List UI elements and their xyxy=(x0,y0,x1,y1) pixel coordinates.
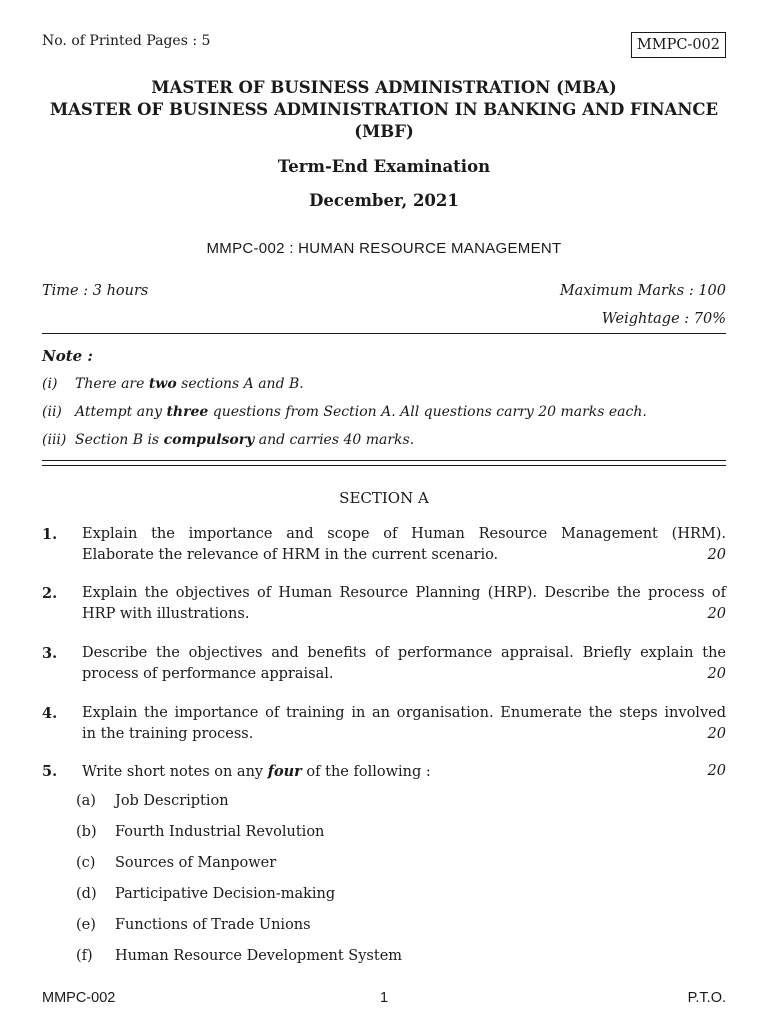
sub-item-d-label: (d) xyxy=(76,886,97,902)
question-2-marks: 20 xyxy=(707,606,726,622)
question-5-text-pre: Write short notes on any xyxy=(82,764,268,780)
divider-top xyxy=(42,333,726,334)
question-4-number: 4. xyxy=(42,705,58,722)
paper-code-box: MMPC-002 xyxy=(631,32,726,58)
sub-item-f-label: (f) xyxy=(76,948,93,964)
note-item-i-text-c: sections A and B. xyxy=(176,376,304,392)
question-2-line-2: HRP with illustrations. xyxy=(82,606,250,622)
question-4-line-2-row xyxy=(82,724,726,745)
printed-pages: No. of Printed Pages : 5 xyxy=(42,33,211,49)
sub-item-a-text: Job Description xyxy=(115,793,229,809)
note-heading: Note : xyxy=(42,347,93,365)
exam-date: December, 2021 xyxy=(309,191,459,210)
note-item-ii-text-c: questions from Section A. All questions carry 20 marks each. xyxy=(208,404,647,420)
sub-item-a-label: (a) xyxy=(76,793,96,809)
sub-item-b-label: (b) xyxy=(76,824,97,840)
question-2-number: 2. xyxy=(42,585,58,602)
question-2 xyxy=(82,583,726,625)
question-3 xyxy=(82,643,726,685)
question-2-line-2-row xyxy=(82,604,726,625)
footer-pto: P.T.O. xyxy=(687,990,726,1006)
note-item-ii xyxy=(42,404,647,420)
note-item-iii-num: (iii) xyxy=(42,432,67,448)
question-1-marks: 20 xyxy=(707,547,726,563)
programme-title-3: (MBF) xyxy=(354,122,414,141)
note-item-iii-text-c: and carries 40 marks. xyxy=(254,432,415,448)
question-3-marks: 20 xyxy=(707,666,726,682)
question-4-marks: 20 xyxy=(707,726,726,742)
footer-page-number: 1 xyxy=(379,990,389,1006)
sub-item-e-text: Functions of Trade Unions xyxy=(115,917,311,933)
sub-item-e-label: (e) xyxy=(76,917,96,933)
question-3-line-2-row xyxy=(82,664,726,685)
question-4 xyxy=(82,703,726,745)
question-5-row xyxy=(82,761,726,783)
question-1-line-2: Elaborate the relevance of HRM in the current scenario. xyxy=(82,547,499,563)
question-2-line-1: Explain the objectives of Human Resource Planning (HRP). Describe the process of xyxy=(82,585,726,601)
note-item-iii-text-a: Section B is xyxy=(75,432,164,448)
sub-item-b-text: Fourth Industrial Revolution xyxy=(115,824,325,840)
note-item-i-num: (i) xyxy=(42,376,58,392)
note-item-i xyxy=(42,376,304,392)
question-5-text xyxy=(82,761,431,783)
note-item-ii-emph: three xyxy=(166,404,209,420)
question-5 xyxy=(82,761,726,783)
question-5-text-post: of the following : xyxy=(301,764,431,780)
programme-title-2: MASTER OF BUSINESS ADMINISTRATION IN BANKING AND FINANCE xyxy=(49,100,719,119)
weightage: Weightage : 70% xyxy=(601,311,726,327)
question-1 xyxy=(82,524,726,566)
sub-item-c-text: Sources of Manpower xyxy=(115,855,277,871)
note-item-i-emph: two xyxy=(148,376,177,392)
section-a-heading: SECTION A xyxy=(339,489,429,507)
question-5-emph: four xyxy=(267,763,302,780)
question-3-line-2: process of performance appraisal. xyxy=(82,666,334,682)
footer-code: MMPC-002 xyxy=(42,990,116,1006)
sub-item-c-label: (c) xyxy=(76,855,96,871)
programme-title-1: MASTER OF BUSINESS ADMINISTRATION (MBA) xyxy=(151,78,617,97)
note-item-iii xyxy=(42,432,414,448)
note-item-i-text-a: There are xyxy=(75,376,149,392)
sub-item-d-text: Participative Decision-making xyxy=(115,886,336,902)
question-1-number: 1. xyxy=(42,526,58,543)
question-3-number: 3. xyxy=(42,645,58,662)
question-5-number: 5. xyxy=(42,763,58,780)
question-1-line-2-row xyxy=(82,545,726,566)
exam-title: Term-End Examination xyxy=(277,157,491,176)
divider-double-2 xyxy=(42,465,726,466)
note-item-ii-num: (ii) xyxy=(42,404,62,420)
note-item-ii-text-a: Attempt any xyxy=(75,404,167,420)
note-item-iii-emph: compulsory xyxy=(163,432,255,448)
question-5-marks: 20 xyxy=(707,763,726,779)
max-marks: Maximum Marks : 100 xyxy=(559,283,726,299)
question-4-line-2: in the training process. xyxy=(82,726,254,742)
question-1-line-1: Explain the importance and scope of Human Resource Management (HRM). xyxy=(82,526,726,542)
question-4-line-1: Explain the importance of training in an organisation. Enumerate the steps involved xyxy=(82,705,726,721)
exam-time: Time : 3 hours xyxy=(42,283,149,299)
question-3-line-1: Describe the objectives and benefits of performance appraisal. Briefly explain the xyxy=(82,645,726,661)
sub-item-f-text: Human Resource Development System xyxy=(115,948,403,964)
course-title: MMPC-002 : HUMAN RESOURCE MANAGEMENT xyxy=(206,240,562,257)
divider-double-1 xyxy=(42,460,726,461)
